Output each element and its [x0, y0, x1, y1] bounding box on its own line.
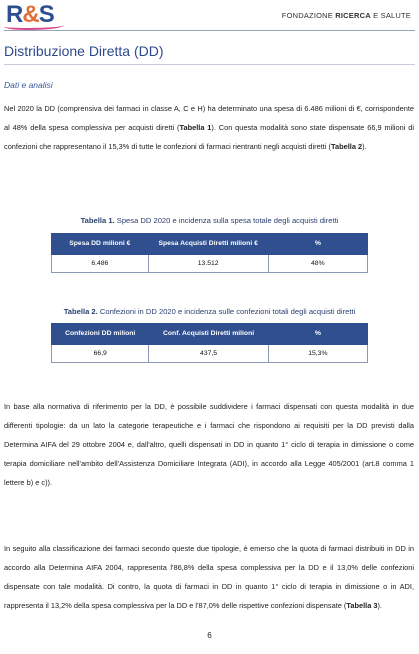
table-header-row	[52, 234, 368, 255]
paragraph-1: Nel 2020 la DD (comprensiva dei farmaci in classe A, C e H) ha determinato una spesa di 6.486 milioni di €, corrispondente al 48% della spesa complessiva per acquisti diretti (Tabella 1). Con questa modalità sono state dispensate 66,9 milioni di confezioni che rappresentano il 15,3% di tutte le confezioni di farmaci rientranti negli acquisti diretti (Tabella 2).	[4, 104, 414, 151]
table-cell: 437,5	[149, 345, 268, 363]
page-number: 6	[207, 631, 212, 640]
paragraph-3: In seguito alla classificazione dei farmaci secondo queste due tipologie, è emerso che la quota di farmaci distribuiti in DD in accordo alla Determina AIFA 2004, rappresenta l'86,8% della spesa complessiva per la DD e il 13,0% delle confezioni dispensate con tale modalità. Di contro, la quota di farmaci in DD in quanto 1° ciclo di terapia in dimissione o in ADI, rappresenta il 13,2% della spesa complessiva per la DD e l'87,0% delle rispettive confezioni dispensate (Tabella 3).	[4, 544, 414, 610]
title-divider	[4, 64, 415, 65]
table-1	[51, 233, 368, 273]
table-header-cell: Conf. Acquisti Diretti milioni	[149, 324, 268, 345]
table-header-cell: %	[268, 234, 367, 255]
table-header-cell: %	[268, 324, 367, 345]
organization-name: FONDAZIONE RICERCA E SALUTE	[281, 11, 411, 20]
res-logo	[4, 2, 62, 30]
table-row	[52, 255, 368, 273]
table-cell: 48%	[268, 255, 367, 273]
logo-swoosh	[4, 22, 64, 30]
paragraph-2: In base alla normativa di riferimento per la DD, è possibile suddividere i farmaci dispensati con questa modalità in due differenti tipologie: da un lato la categorie terapeutiche e i farmaci che rispondono ai requisiti per la DD previsti dalla Determina AIFA del 29 ottobre 2004 e, dall'altro, quelli dispensati in DD in quanto 1° ciclo di terapia in dimissione o come terapia domiciliare nell'ambito dell'Assistenza Domiciliare Integrata (ADI), in accordo alla Legge 405/2001 (art.8 comma 1 lettere b) e c)).	[4, 402, 414, 487]
section-title: Distribuzione Diretta (DD)	[4, 43, 164, 59]
table-1-caption: Tabella 1. Spesa DD 2020 e incidenza sulla spesa totale degli acquisti diretti	[80, 216, 339, 225]
table-cell: 13.512	[148, 255, 268, 273]
table-2	[51, 323, 368, 363]
table-header-cell: Spesa Acquisti Diretti milioni €	[148, 234, 268, 255]
logo-wordmark: R&S	[6, 1, 54, 28]
table-header-cell: Confezioni DD milioni	[52, 324, 149, 345]
page-header	[0, 0, 419, 30]
table-header-row	[52, 324, 368, 345]
table-cell: 66,9	[52, 345, 149, 363]
table-row	[52, 345, 368, 363]
table-cell: 15,3%	[268, 345, 367, 363]
table-2-caption: Tabella 2. Confezioni in DD 2020 e incidenza sulle confezioni totali degli acquisti diretti	[63, 307, 356, 316]
table-cell: 6.486	[52, 255, 149, 273]
subsection-title: Dati e analisi	[4, 80, 53, 90]
header-divider	[4, 30, 415, 31]
table-header-cell: Spesa DD milioni €	[52, 234, 149, 255]
